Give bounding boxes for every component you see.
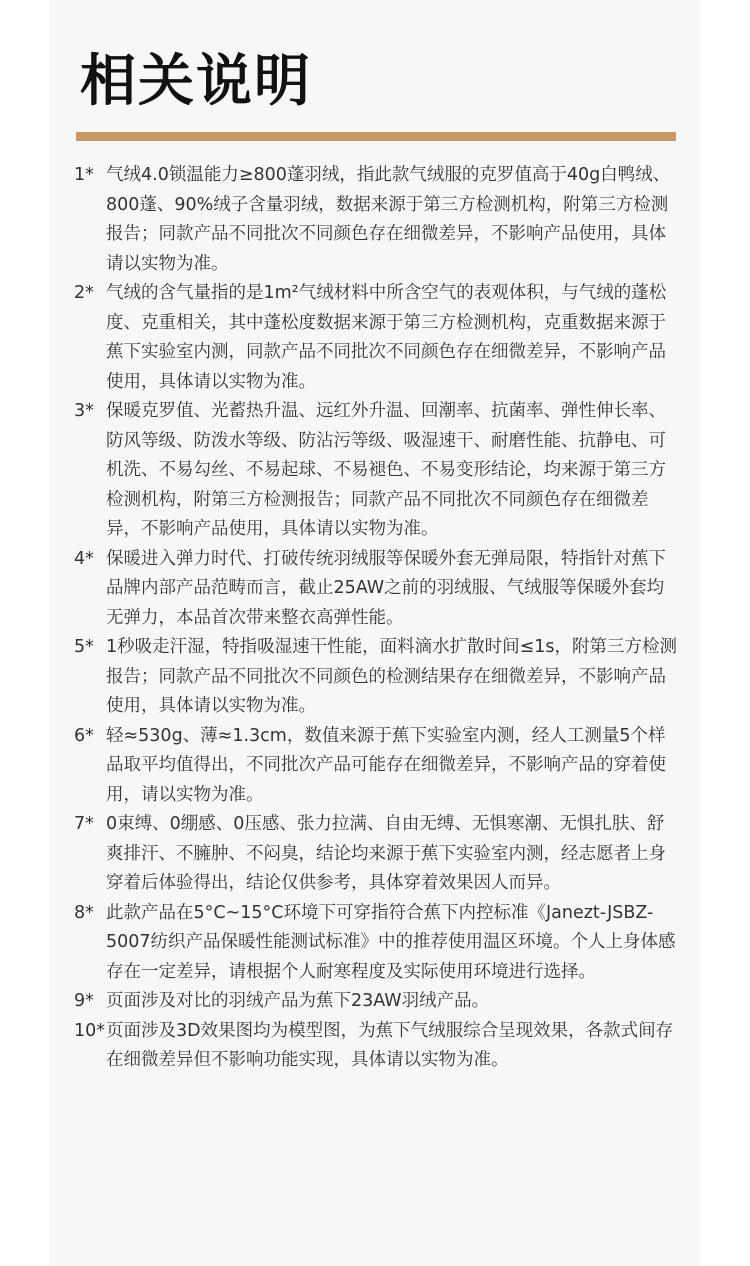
note-item [74, 161, 678, 279]
note-number: 8* [74, 902, 94, 923]
note-text: 保暖进入弹力时代、打破传统羽绒服等保暖外套无弹局限，特指针对蕉下品牌内部产品范畴而言，截止25AW之前的羽绒服、气绒服等保暖外套均无弹力，本品首次带来整衣高弹性能。 [106, 548, 666, 628]
note-item [74, 545, 678, 634]
note-item [74, 899, 678, 988]
title-divider [76, 132, 676, 141]
note-item [74, 279, 678, 397]
note-item [74, 810, 678, 899]
note-number: 9* [74, 991, 94, 1011]
note-text: 此款产品在5°C~15°C环境下可穿指符合蕉下内控标准《Janezt-JSBZ-5007纺织产品保暖性能测试标准》中的推荐使用温区环境。个人上身体感存在一定差异，请根据个人耐寒程度及实际使用环境进行选择。 [106, 902, 676, 982]
note-number: 10* [74, 1020, 106, 1041]
note-text: 气绒4.0锁温能力≥800蓬羽绒，指此款气绒服的克罗值高于40g白鸭绒、800蓬、90%绒子含量羽绒，数据来源于第三方检测机构，附第三方检测报告；同款产品不同批次不同颜色存在细微差异，不影响产品使用，具体请以实物为准。 [106, 165, 671, 274]
note-number: 4* [74, 548, 94, 569]
note-number: 3* [74, 401, 94, 421]
note-number: 6* [74, 725, 94, 746]
note-number: 1* [74, 165, 94, 185]
note-text: 1秒吸走汗湿，特指吸湿速干性能，面料滴水扩散时间≤1s，附第三方检测报告；同款产品不同批次不同颜色的检测结果存在细微差异，不影响产品使用，具体请以实物为准。 [106, 637, 678, 716]
note-item [74, 633, 678, 722]
note-item [74, 987, 678, 1017]
note-text: 页面涉及对比的羽绒产品为蕉下23AW羽绒产品。 [106, 991, 490, 1011]
note-item [74, 722, 678, 811]
note-text: 保暖克罗值、光蓄热升温、远红外升温、回潮率、抗菌率、弹性伸长率、防风等级、防泼水等级、防沾污等级、吸湿速干、耐磨性能、抗静电、可机洗、不易勾丝、不易起球、不易褪色、不易变形结论，均来源于第三方检测机构，附第三方检测报告；同款产品不同批次不同颜色存在细微差异，不影响产品使用，具体请以实物为准。 [106, 401, 666, 539]
note-number: 2* [74, 283, 94, 303]
note-text: 气绒的含气量指的是1m²气绒材料中所含空气的表观体积，与气绒的蓬松度、克重相关，其中蓬松度数据来源于第三方检测机构，克重数据来源于蕉下实验室内测，同款产品不同批次不同颜色存在细微差异，不影响产品使用，具体请以实物为准。 [106, 283, 667, 392]
note-text: 页面涉及3D效果图均为模型图，为蕉下气绒服综合呈现效果，各款式间存在细微差异但不影响功能实现，具体请以实物为准。 [106, 1020, 674, 1070]
note-text: 轻≈530g、薄≈1.3cm，数值来源于蕉下实验室内测，经人工测量5个样品取平均值得出，不同批次产品可能存在细微差异，不影响产品的穿着使用，请以实物为准。 [106, 725, 666, 805]
note-item [74, 1017, 678, 1076]
note-number: 5* [74, 637, 94, 657]
page-title: 相关说明 [80, 49, 312, 114]
notes-list [74, 161, 678, 1076]
note-item [74, 397, 678, 545]
note-text: 0束缚、0绷感、0压感、张力拉满、自由无缚、无惧寒潮、无惧扎肤、舒爽排汗、不臃肿、不闷臭，结论均来源于蕉下实验室内测，经志愿者上身穿着后体验得出，结论仅供参考，具体穿着效果因人而异。 [106, 814, 666, 893]
note-number: 7* [74, 814, 94, 834]
